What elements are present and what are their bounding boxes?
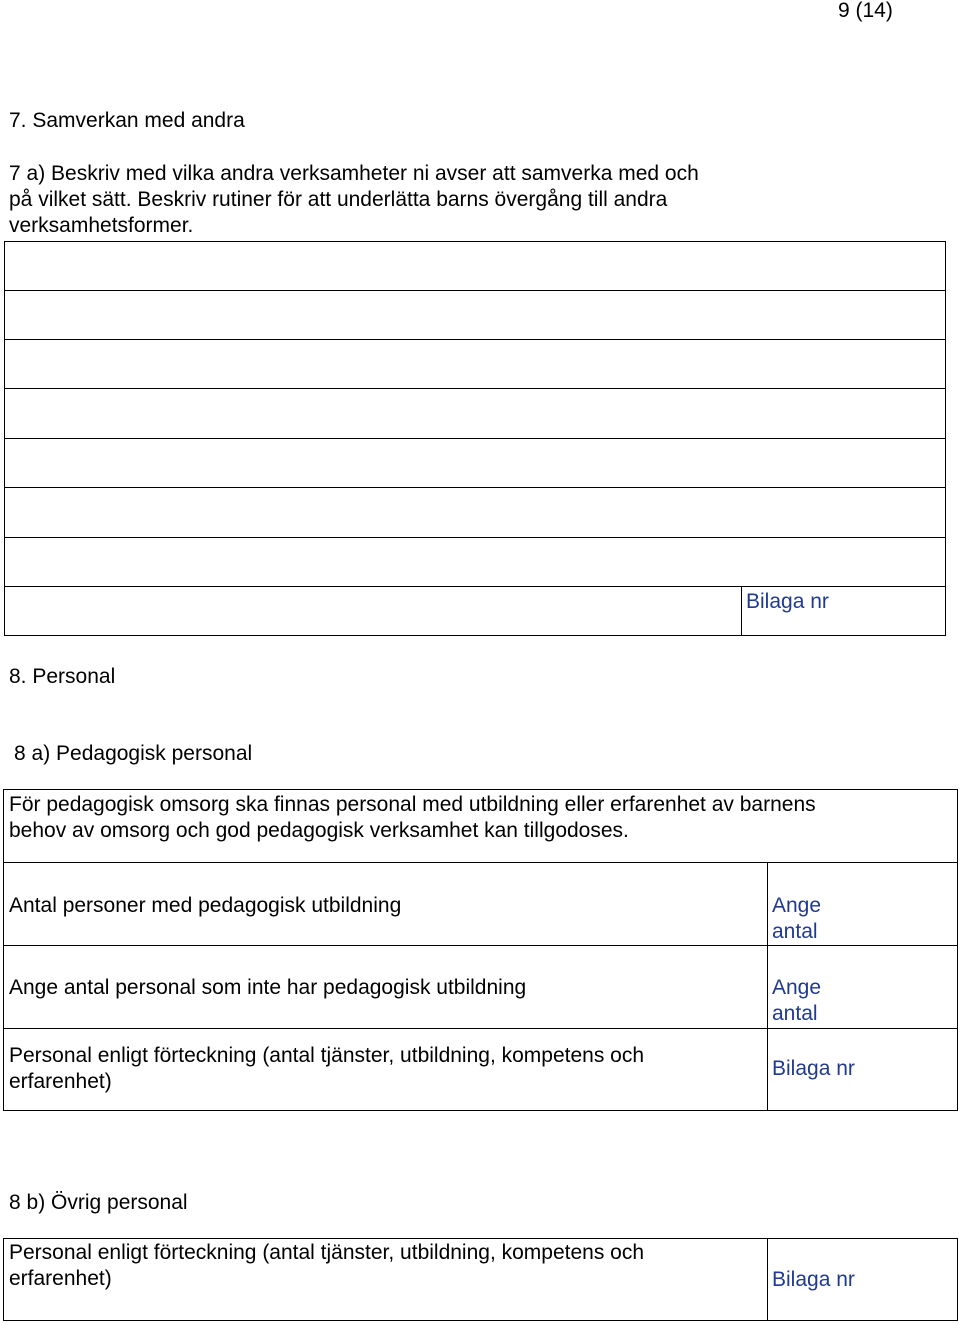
row-non-pedagogical-staff-label: Ange antal personal som inte har pedagogisk utbildning bbox=[9, 976, 527, 999]
row-staff-list-attachment[interactable]: Bilaga nr bbox=[772, 1057, 855, 1080]
row-staff-list-label-line-2: erfarenhet) bbox=[9, 1070, 112, 1093]
section-8a-intro-line-2: behov av omsorg och god pedagogisk verksamhet kan tillgodoses. bbox=[9, 819, 629, 842]
table-row-divider bbox=[3, 945, 958, 946]
section-8-heading: 8. Personal bbox=[9, 665, 116, 688]
table-row-divider bbox=[3, 1028, 958, 1029]
section-7-heading: 7. Samverkan med andra bbox=[9, 109, 245, 132]
table-column-divider bbox=[767, 1238, 768, 1321]
row-staff-list-label-line-1: Personal enligt förteckning (antal tjänster, utbildning, kompetens och bbox=[9, 1044, 645, 1067]
section-7a-question-line-3: verksamhetsformer. bbox=[9, 214, 194, 237]
table-row-divider bbox=[3, 862, 958, 863]
section-8a-intro-line-1: För pedagogisk omsorg ska finnas personal med utbildning eller erfarenhet av barnens bbox=[9, 793, 816, 816]
row-pedagogical-staff-label: Antal personer med pedagogisk utbildning bbox=[9, 894, 402, 917]
section-7-attachment-label[interactable]: Bilaga nr bbox=[746, 590, 829, 613]
section-7a-question-line-1: 7 a) Beskriv med vilka andra verksamheter ni avser att samverka med och bbox=[9, 162, 699, 185]
section-8a-heading: 8 a) Pedagogisk personal bbox=[14, 742, 253, 765]
row-pedagogical-staff-value-line-2[interactable]: antal bbox=[772, 920, 818, 943]
answer-row-divider bbox=[4, 586, 946, 587]
page-number: 9 (14) bbox=[838, 0, 893, 22]
answer-row-divider bbox=[4, 388, 946, 389]
section-8b-label-line-2: erfarenhet) bbox=[9, 1267, 112, 1290]
table-column-divider bbox=[767, 862, 768, 1111]
row-non-pedagogical-staff-value-line-2[interactable]: antal bbox=[772, 1002, 818, 1025]
answer-row-divider bbox=[4, 438, 946, 439]
answer-row-divider bbox=[4, 537, 946, 538]
attachment-cell-divider bbox=[741, 586, 742, 636]
section-7a-question-line-2: på vilket sätt. Beskriv rutiner för att underlätta barns övergång till andra bbox=[9, 188, 668, 211]
row-pedagogical-staff-value-line-1[interactable]: Ange bbox=[772, 894, 822, 917]
section-8b-label-line-1: Personal enligt förteckning (antal tjänster, utbildning, kompetens och bbox=[9, 1241, 645, 1264]
answer-row-divider bbox=[4, 339, 946, 340]
answer-row-divider bbox=[4, 290, 946, 291]
answer-row-divider bbox=[4, 487, 946, 488]
section-8b-heading: 8 b) Övrig personal bbox=[9, 1191, 188, 1214]
row-non-pedagogical-staff-value-line-1[interactable]: Ange bbox=[772, 976, 822, 999]
section-8b-attachment[interactable]: Bilaga nr bbox=[772, 1268, 855, 1291]
